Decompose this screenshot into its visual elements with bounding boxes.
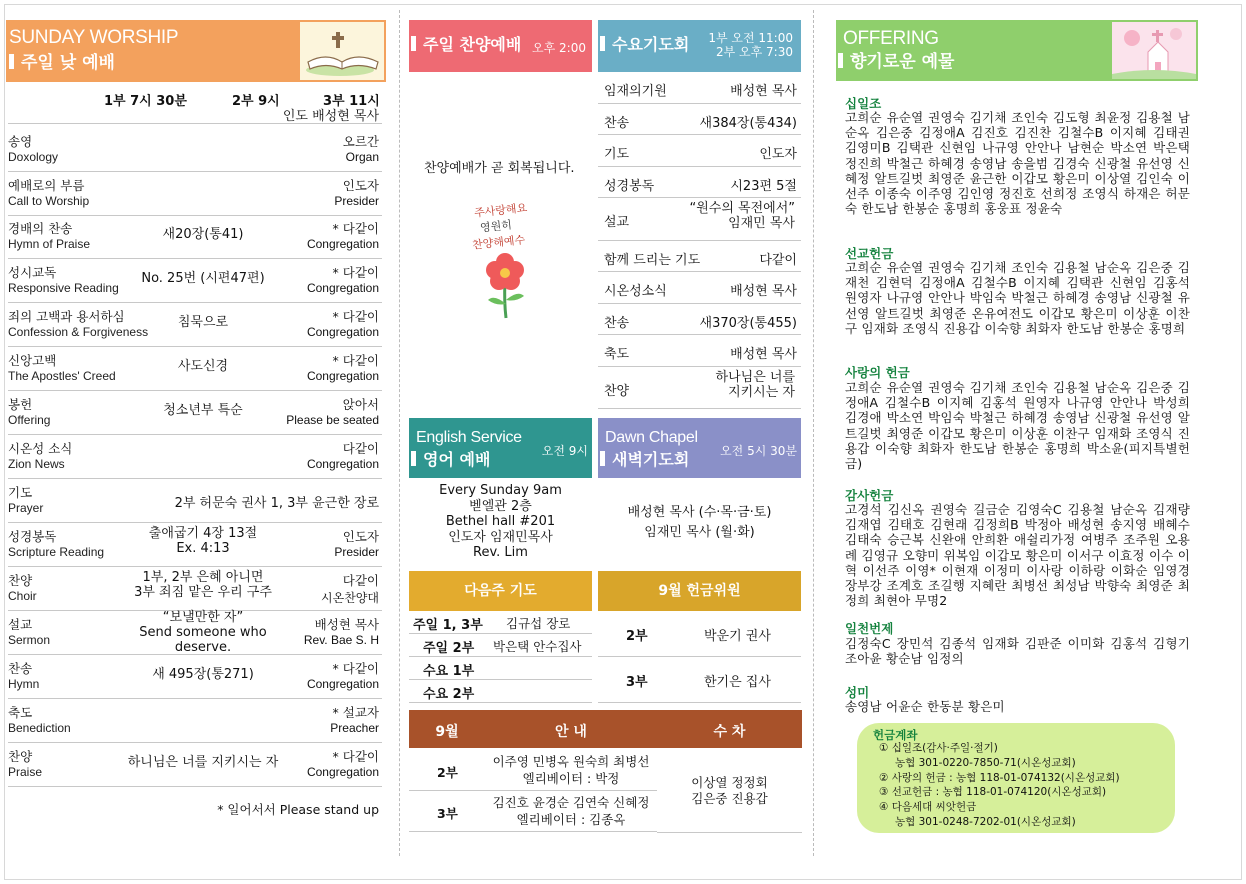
wednesday-value: 배성현 목사 (730, 284, 797, 299)
english-service-header (409, 418, 592, 478)
worship-item-leader-en: Congregation (306, 325, 379, 339)
guide-header-month: 9월 (435, 724, 459, 740)
wednesday-row (598, 135, 801, 167)
worship-row (8, 655, 382, 699)
offering-header (836, 20, 1198, 81)
worship-item-leader: 다같이 (342, 573, 379, 588)
header-title-ko: 주일 낮 예배 (9, 52, 115, 74)
worship-item-en: Doxology (8, 150, 59, 164)
wednesday-item: 임재의기원 (604, 84, 667, 99)
worship-row (8, 391, 382, 435)
worship-item-ko: 성경봉독 (8, 529, 57, 544)
english-time: 오전 9시 (541, 444, 588, 458)
praise-service-time: 오후 2:00 (532, 41, 586, 55)
committee-service: 2부 (626, 629, 648, 644)
committee-person: 한기은 집사 (704, 675, 771, 690)
worship-item-ko: 신앙고백 (8, 353, 57, 368)
worship-item-leader-en: Congregation (306, 281, 379, 295)
worship-item-detail: 침묵으로 (177, 315, 229, 330)
next-prayer-title: 다음주 기도 (409, 571, 592, 611)
committee-person: 박운기 권사 (704, 629, 771, 644)
worship-row (8, 347, 382, 391)
worship-item-en: Call to Worship (8, 194, 90, 208)
wednesday-row (598, 367, 801, 409)
wednesday-item: 기도 (604, 147, 630, 162)
wednesday-row (598, 72, 801, 104)
worship-item-ko: 축도 (8, 705, 33, 720)
offering-category-title: 사랑의 헌금 (845, 365, 910, 380)
offering-title-ko: 향기로운 예물 (850, 52, 955, 72)
worship-item-en: Benediction (8, 721, 71, 735)
worship-item-en: Praise (8, 765, 43, 779)
worship-item-ko: 찬양 (8, 749, 33, 764)
worship-row (8, 215, 382, 259)
time-1: 1부 7시 30분 (104, 94, 187, 109)
worship-item-leader-en: 시온찬양대 (321, 591, 379, 605)
worship-item-en: Confession & Forgiveness (8, 325, 149, 339)
worship-item-en: Hymn (8, 677, 40, 691)
worship-item-leader-en: Presider (334, 545, 379, 559)
offering-title-en: OFFERING (843, 28, 939, 49)
committee-service: 3부 (626, 675, 648, 690)
worship-item-leader: 인도자 (342, 178, 379, 193)
wednesday-times: 1부 오전 11:00 2부 오후 7:30 (708, 31, 793, 59)
worship-item-en: Responsive Reading (8, 281, 119, 295)
guide-service: 3부 (437, 806, 458, 821)
time-2: 2부 9시 (232, 94, 280, 109)
worship-item-ko: 송영 (8, 134, 33, 149)
offering-names: 고희순 유순열 권영숙 김기채 조인숙 김도형 최윤정 김용철 남순옥 김은중 김정애A 김진호 김진찬 김철수B 이지혜 김태권 김영미B 김택관 신현임 나규영 안안나 남현순 박소연 박은택 정진희 박철근 하혜경 송영남 송을범 김경숙 신광철 유선영 신혜정 알트길벗 최영준 윤근한 이갑모 황은미 이상열 김인숙 이선주 이종숙 이주영 김인영 정진호 선희정 조영식 하재은 허문숙 한도남 한봉순 홍명희 홍웅표 정윤숙 (845, 110, 1190, 217)
offering-category-title: 일천번제 (845, 621, 894, 636)
worship-row (8, 128, 382, 172)
wednesday-value: 배성현 목사 (730, 347, 797, 362)
next-prayer-service: 수요 1부 (423, 664, 475, 679)
time-3: 3부 11시 (323, 94, 380, 109)
offering-names: 김정숙C 장민석 김종석 임재화 김판준 이미화 김홍석 김형기 조아윤 황순남 임정의 (845, 636, 1190, 667)
wednesday-item: 성경봉독 (604, 179, 655, 194)
offering-committee-row (598, 657, 801, 703)
next-prayer-person: 박은택 안수집사 (493, 639, 582, 654)
wednesday-item: 찬송 (604, 116, 630, 131)
worship-item-detail: “보낼만한 자” Send someone who deserve. (139, 610, 267, 655)
worship-item-ko: 성시교독 (8, 265, 57, 280)
praise-service-title: 주일 찬양예배 (423, 35, 522, 54)
worship-item-leader: * 다같이 (332, 749, 379, 764)
worship-row (8, 567, 382, 611)
worship-item-ko: 죄의 고백과 용서하심 (8, 309, 125, 324)
worship-item-leader-en: Congregation (306, 765, 379, 779)
wednesday-item: 찬송 (604, 316, 630, 331)
flower-art-icon: 주사랑해요 영원히 찬양해예수 (458, 196, 548, 326)
wednesday-value: 하나님은 너를 지키시는 자 (715, 370, 795, 400)
worship-row (8, 303, 382, 347)
guide-header-guide: 안 내 (555, 724, 587, 740)
worship-item-leader: 인도자 (342, 529, 379, 544)
next-prayer-row (409, 657, 592, 680)
dawn-chapel-header (598, 418, 801, 478)
worship-item-leader-en: Preacher (330, 721, 379, 735)
worship-item-leader-en: Please be seated (286, 413, 379, 427)
worship-item-detail: 출애굽기 4장 13절 Ex. 4:13 (148, 526, 258, 556)
wednesday-item: 시온성소식 (604, 284, 667, 299)
wednesday-item: 설교 (604, 215, 630, 230)
next-prayer-service: 수요 2부 (423, 687, 475, 702)
offering-category-title: 선교헌금 (845, 246, 894, 261)
worship-item-detail: 하니님은 너를 지키시는 자 (127, 755, 279, 770)
worship-item-leader: * 설교자 (332, 705, 379, 720)
sunday-worship-header (6, 20, 386, 82)
worship-item-leader: 오르간 (342, 134, 379, 149)
dawn-title-en: Dawn Chapel (605, 429, 698, 446)
worship-row (8, 523, 382, 567)
worship-item-leader: 배성현 목사 (314, 617, 379, 632)
column-divider (399, 10, 400, 856)
worship-item-ko: 시온성 소식 (8, 441, 73, 456)
header-title-en: SUNDAY WORSHIP (9, 27, 179, 48)
worship-item-detail: No. 25번 (시편47편) (141, 271, 265, 286)
offering-committee-title: 9월 헌금위원 (598, 571, 801, 611)
worship-item-ko: 경배의 찬송 (8, 221, 73, 236)
offering-category-title: 십일조 (845, 96, 882, 111)
worship-item-detail: 새20장(통41) (162, 227, 244, 242)
wednesday-row (598, 335, 801, 367)
wednesday-value: 새370장(통455) (699, 316, 797, 331)
wednesday-item: 축도 (604, 347, 630, 362)
dawn-title-ko: 새벽기도회 (612, 450, 690, 469)
worship-item-en: Prayer (8, 501, 44, 515)
worship-item-leader-en: Congregation (306, 677, 379, 691)
wednesday-row (598, 167, 801, 198)
wednesday-value: 인도자 (759, 147, 797, 162)
worship-item-leader: * 다같이 (332, 221, 379, 236)
next-prayer-service: 주일 2부 (423, 641, 475, 656)
footnote: * 일어서서 Please stand up (217, 802, 379, 817)
wednesday-title: 수요기도회 (612, 35, 690, 54)
dawn-time: 오전 5시 30분 (720, 444, 797, 458)
wednesday-row (598, 241, 801, 272)
worship-item-leader: * 다같이 (332, 353, 379, 368)
worship-item-en: The Apostles' Creed (8, 369, 116, 383)
worship-item-en: Hymn of Praise (8, 237, 91, 251)
leader: 인도 배성현 목사 (282, 109, 379, 124)
guide-service: 2부 (437, 765, 458, 780)
offering-names: 송영남 어윤순 한동분 황은미 (845, 699, 1005, 714)
worship-row (8, 479, 382, 523)
account-box (857, 723, 1175, 833)
worship-item-leader-en: Congregation (306, 457, 379, 471)
worship-item-detail: 새 495장(통271) (152, 667, 254, 682)
worship-item-leader: 앉아서 (342, 397, 379, 412)
wednesday-row (598, 104, 801, 135)
offering-names: 고경석 김신옥 권영숙 길금순 김영숙C 김용철 남순옥 김재량 김재엽 김태호 김현래 김정희B 박정아 배성현 송지영 배혜수 김태숙 승근복 신완애 안희환 애쉴리가정 여병주 조주원 오용례 김영규 오향미 위복임 이갑모 황은미 이서구 이효정 이수 이혁 이선주 이영* 이현재 이정미 이사랑 이하랑 이화순 임영경 장부강 조계호 조길행 지혜란 최병선 최성남 박향숙 최영준 최정희 최현아 무명2 (845, 502, 1190, 609)
worship-item-leader-en: Congregation (306, 369, 379, 383)
next-prayer-row (409, 634, 592, 657)
worship-item-ko: 기도 (8, 485, 33, 500)
worship-item-leader: * 다같이 (332, 661, 379, 676)
offering-category-title: 성미 (845, 685, 870, 700)
english-title-en: English Service (416, 429, 522, 446)
worship-item-en: Scripture Reading (8, 545, 105, 559)
worship-item-en: Choir (8, 589, 37, 603)
worship-item-en: Sermon (8, 633, 51, 647)
worship-item-leader: 2부 허문숙 권사 1, 3부 윤근한 장로 (174, 496, 379, 511)
next-prayer-service: 주일 1, 3부 (413, 618, 483, 633)
guide-members: 이주영 민병옥 원숙희 최병선 엘리베이터 : 박정 (492, 754, 650, 786)
worship-item-leader-en: Presider (334, 194, 379, 208)
worship-item-ko: 설교 (8, 617, 33, 632)
wednesday-row (598, 272, 801, 304)
guide-header-car: 수 차 (713, 724, 746, 740)
worship-item-ko: 봉헌 (8, 397, 33, 412)
offering-names: 고희순 유순열 권영숙 김기채 조인숙 김용철 남순옥 김은중 김재천 김현덕 김정애A 김철수B 이지혜 김택관 신현임 김홍석 원영자 나규영 안안나 박임숙 박철근 하혜경 송영남 신광철 유선영 알트길벗 최영준 온유여전도 이갑모 황은미 이상훈 이찬구 임재화 조영식 진용갑 이숙향 최화자 한도남 한봉순 홍명희 (845, 260, 1190, 336)
english-title-ko: 영어 예배 (423, 450, 491, 469)
wednesday-value: 배성현 목사 (730, 84, 797, 99)
worship-item-en: Offering (8, 413, 51, 427)
worship-row (8, 699, 382, 743)
offering-category-title: 감사헌금 (845, 488, 894, 503)
next-prayer-row (409, 611, 592, 634)
worship-item-detail: 1부, 2부 은혜 아니면 3부 죄짐 맡은 우리 구주 (134, 570, 272, 600)
wednesday-item: 찬양 (604, 384, 630, 399)
worship-item-leader-en: Congregation (306, 237, 379, 251)
worship-item-leader-en: Organ (345, 150, 379, 164)
next-prayer-row (409, 680, 592, 703)
car-duty: 이상열 정정회 김은중 진용갑 (691, 775, 768, 806)
wednesday-value: 다같이 (759, 253, 797, 268)
offering-names: 고희순 유순열 권영숙 김기채 조인숙 김용철 남순옥 김은중 김정애A 김철수B 이지혜 김홍석 원영자 나규영 안안나 박성희 김경애 박소연 박임숙 박철근 하혜경 송영남 신광철 유선영 알트길벗 최영준 이갑모 황은미 이상훈 이찬구 임재화 조영식 진용갑 이숙향 최화자 한도남 한봉순 홍명희 박소윤(피지특별헌금) (845, 380, 1190, 472)
bible-icon (300, 22, 384, 80)
worship-item-ko: 찬송 (8, 661, 33, 676)
wednesday-value: 새384장(통434) (699, 116, 797, 131)
worship-item-ko: 예배로의 부름 (8, 178, 85, 193)
guide-header (409, 710, 802, 748)
worship-row (8, 611, 382, 655)
guide-row (409, 792, 657, 832)
wednesday-row (598, 304, 801, 335)
guide-row (409, 751, 657, 791)
worship-row (8, 435, 382, 479)
worship-row (8, 259, 382, 303)
worship-item-en: Zion News (8, 457, 65, 471)
worship-item-detail: 사도신경 (177, 359, 229, 374)
next-prayer-person: 김규섭 장로 (506, 616, 571, 631)
worship-item-leader: * 다같이 (332, 265, 379, 280)
praise-service-body: 찬양예배가 곧 회복됩니다. (424, 161, 575, 176)
wednesday-value: “원수의 목전에서” 임재민 목사 (689, 201, 795, 231)
worship-item-leader: * 다같이 (332, 309, 379, 324)
worship-item-detail: 청소년부 특순 (163, 403, 243, 418)
offering-committee-row (598, 611, 801, 657)
column-divider (813, 10, 814, 856)
english-details: Every Sunday 9am 벧엘관 2층 Bethel hall #201 인도자 임재민목사 Rev. Lim (439, 483, 562, 560)
worship-item-ko: 찬양 (8, 573, 33, 588)
wednesday-header (598, 20, 801, 72)
chapel-icon (1112, 22, 1196, 79)
worship-row (8, 172, 382, 216)
worship-row (8, 743, 382, 787)
dawn-details: 배성현 목사 (수·목·금·토) 임재민 목사 (월·화) (627, 505, 772, 540)
worship-item-leader: 다같이 (342, 441, 379, 456)
guide-members: 김진호 윤경순 김연숙 신혜정 엘리베이터 : 김종옥 (492, 795, 650, 827)
praise-service-header (409, 20, 592, 72)
wednesday-row (598, 198, 801, 241)
wednesday-item: 함께 드리는 기도 (604, 253, 701, 268)
worship-item-leader-en: Rev. Bae S. H (303, 633, 379, 647)
account-title: 헌금계좌 (873, 728, 918, 742)
wednesday-value: 시23편 5절 (730, 179, 797, 194)
account-lines: ① 십일조(감사·주일·절기) 농협 301-0220-7850-71(시온성교회) ② 사랑의 헌금 : 농협 118-01-074132(시온성교회) ③ 선교헌금 : 농협 118-01-074120(시온성교회) ④ 다음세대 씨앗헌금 농협 301-0248-7202-01(시온성교회) (879, 742, 1120, 828)
